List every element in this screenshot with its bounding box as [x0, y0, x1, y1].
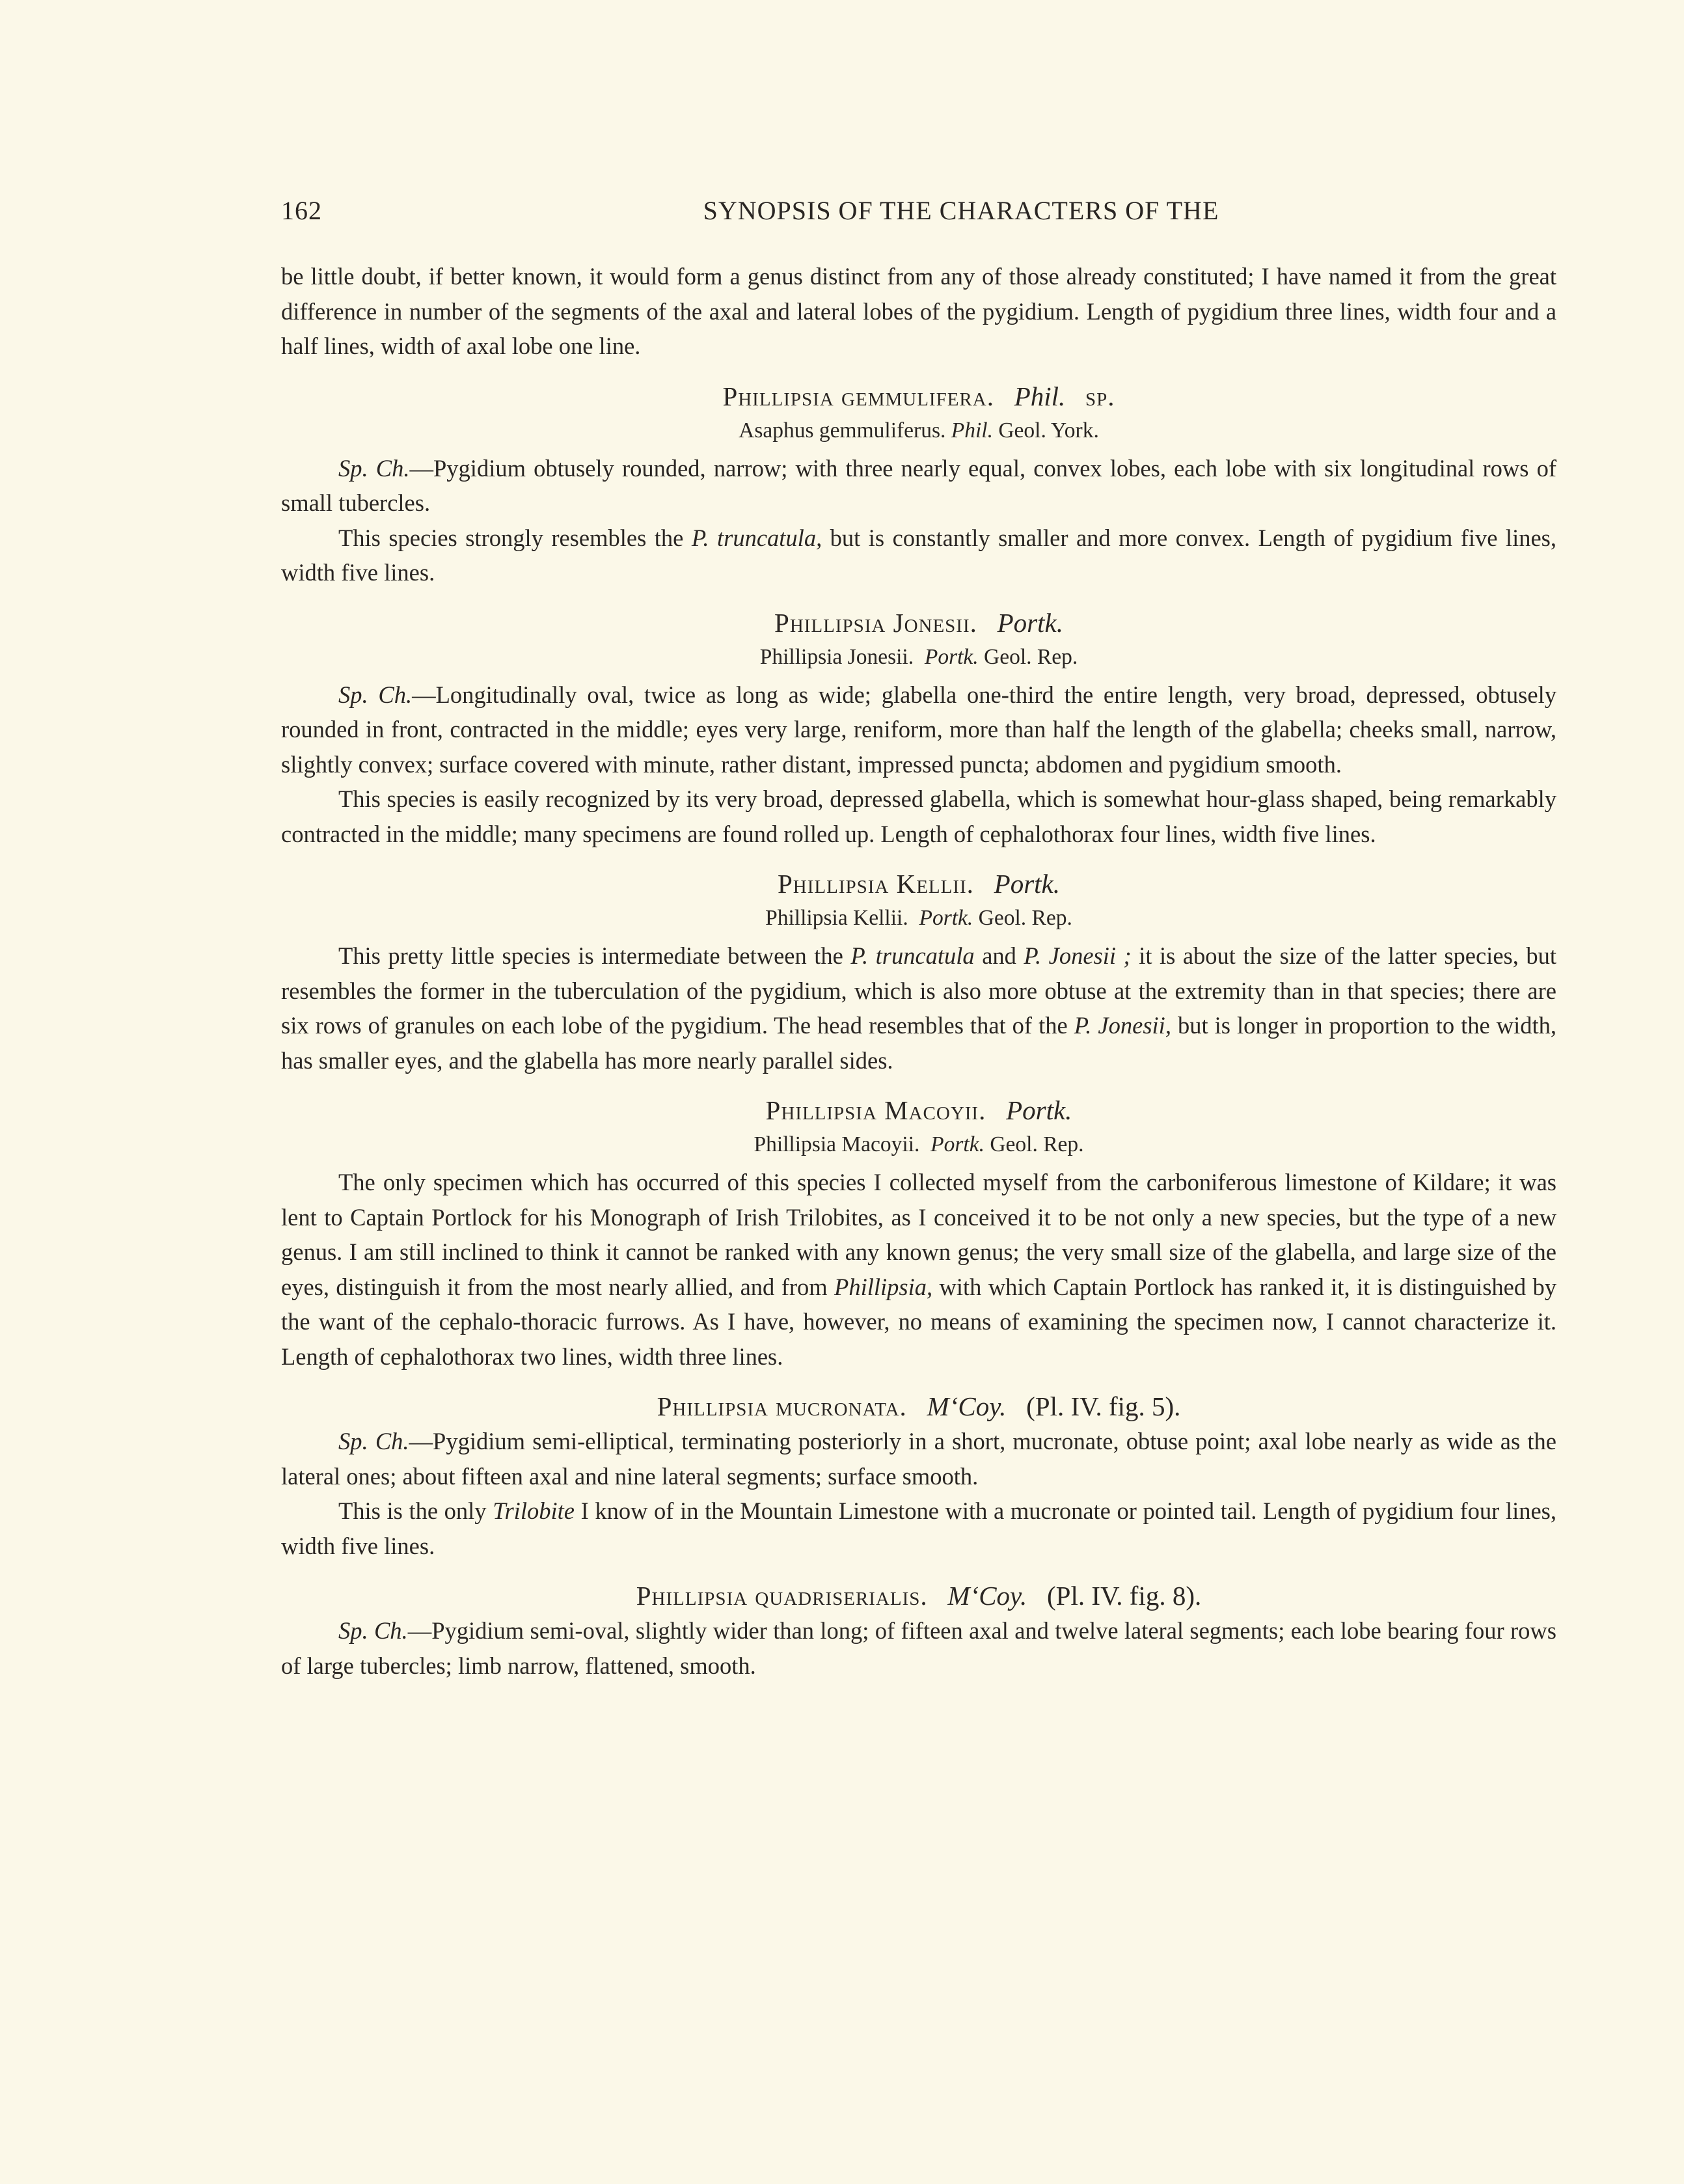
remarks-text: but is longer in proportion to the width, has smaller eyes, and the glabella has more nearly parallel sides. — [281, 1012, 1557, 1074]
synonym-macoyii — [281, 1128, 1556, 1161]
plate-reference: (Pl. IV. fig. 8). — [1046, 1581, 1202, 1611]
species-heading-jonesii — [281, 606, 1556, 640]
characters-gemmulifera — [281, 451, 1556, 521]
running-title: SYNOPSIS OF THE CHARACTERS OF THE — [703, 196, 1219, 225]
remarks-italic: P. truncatula, — [691, 524, 822, 551]
remarks-mucronata — [281, 1494, 1556, 1563]
remarks-italic: P. truncatula — [850, 942, 975, 969]
species-author: M‘Coy. — [947, 1581, 1027, 1611]
body-text — [281, 259, 1556, 1683]
synonym-name: Phillipsia Macoyii. — [754, 1132, 920, 1156]
remarks-italic: Phillipsia, — [834, 1273, 933, 1300]
species-suffix: sp. — [1085, 381, 1115, 411]
remarks-text: and — [974, 942, 1024, 969]
page-number: 162 — [281, 196, 322, 225]
intro-paragraph: be little doubt, if better known, it would form a genus distinct from any of those already constituted; I have named it from the great difference in number of the segments of the axal and lateral lobes of the pygidium. Length of pygidium three lines, width four and a half lines, width of axal lobe one line. — [281, 263, 1556, 359]
synonym-reference: Geol. York. — [998, 418, 1099, 443]
remarks-text: it is about the size of the latter species, but resembles the former in the tuberculation of the pygidium, which is also more obtuse at the extremity than in that species; there are six rows of granules on each lobe of the pygidium. The head resembles that of the — [281, 942, 1557, 1039]
remarks-text: with which Captain Portlock has ranked it, it is distinguished by the want of the cephalo-thoracic furrows. As I have, however, no means of examining the specimen now, I cannot characterize it. Length of cephalothorax two lines, width three lines. — [281, 1273, 1556, 1370]
species-author: Portk. — [997, 607, 1063, 638]
remarks-kellii — [281, 938, 1556, 1078]
remarks-jonesii: This species is easily recognized by its very broad, depressed glabella, which is somewhat hour-glass shaped, being remarkably contracted in the middle; many specimens are found rolled up. Length of cephalothorax four lines, width five lines. — [281, 785, 1556, 847]
sp-ch-label: Sp. Ch. — [338, 1617, 408, 1644]
species-name: Phillipsia Kellii. — [777, 869, 974, 899]
remarks-gemmulifera — [281, 521, 1556, 590]
synonym-reference: Geol. Rep. — [990, 1132, 1084, 1156]
species-author: M‘Coy. — [927, 1391, 1007, 1421]
characters-quadriserialis — [281, 1613, 1556, 1683]
synonym-author: Phil. — [951, 418, 993, 443]
synonym-kellii — [281, 901, 1556, 935]
characters-jonesii — [281, 677, 1556, 782]
species-heading-mucronata — [281, 1389, 1556, 1424]
synonym-author: Portk. — [919, 906, 973, 930]
species-name: Phillipsia quadriserialis. — [636, 1581, 928, 1611]
remarks-text: but is constantly smaller and more convex. Length of pygidium five lines, width five lines. — [281, 524, 1556, 586]
synonym-reference: Geol. Rep. — [978, 906, 1072, 930]
species-author: Portk. — [1006, 1095, 1072, 1125]
species-heading-quadriserialis — [281, 1579, 1556, 1613]
species-heading-gemmulifera — [281, 379, 1556, 414]
remarks-text: The only specimen which has occurred of this species I collected myself from the carboniferous limestone of Kildare; it was lent to Captain Portlock for his Monograph of Irish Trilobites, as I conceived it to be not only a new species, but the type of a new genus. I am still inclined to think it cannot be ranked with any known genus; the very small size of the glabella, and large size of the eyes, distinguish it from the most nearly allied, and from — [281, 1169, 1556, 1300]
species-author: Phil. — [1014, 381, 1066, 411]
synonym-author: Portk. — [930, 1132, 985, 1156]
species-name: Phillipsia Jonesii. — [774, 607, 977, 638]
remarks-text: This species strongly resembles the — [338, 524, 692, 551]
remarks-italic: P. Jonesii ; — [1024, 942, 1132, 969]
synonym-author: Portk. — [924, 644, 979, 669]
sp-ch-label: Sp. Ch. — [338, 1428, 409, 1454]
species-name: Phillipsia Macoyii. — [765, 1095, 986, 1125]
remarks-text: I know of in the Mountain Limestone with a mucronate or pointed tail. Length of pygidium four lines, width five lines. — [281, 1497, 1557, 1559]
synonym-reference: Geol. Rep. — [984, 644, 1078, 669]
synonym-gemmulifera — [281, 414, 1556, 447]
remarks-text: This pretty little species is intermediate between the — [338, 942, 851, 969]
synonym-jonesii — [281, 640, 1556, 674]
characters-text: —Pygidium semi-oval, slightly wider than long; of fifteen axal and twelve lateral segments; each lobe bearing four rows of large tubercles; limb narrow, flattened, smooth. — [281, 1617, 1556, 1679]
sp-ch-label: Sp. Ch. — [338, 681, 413, 708]
remarks-text: This is the only — [338, 1497, 493, 1524]
plate-reference: (Pl. IV. fig. 5). — [1026, 1391, 1181, 1421]
species-heading-kellii — [281, 867, 1556, 901]
characters-text: —Pygidium semi-elliptical, terminating posteriorly in a short, mucronate, obtuse point; axal lobe nearly as wide as the lateral ones; about fifteen axal and nine lateral segments; surface smooth. — [281, 1428, 1556, 1490]
synonym-name: Phillipsia Kellii. — [765, 906, 908, 930]
species-name: Phillipsia gemmulifera. — [722, 381, 994, 411]
remarks-italic: P. Jonesii, — [1074, 1012, 1171, 1039]
species-heading-macoyii — [281, 1093, 1556, 1128]
synonym-name: Asaphus gemmuliferus. — [739, 418, 946, 443]
characters-mucronata — [281, 1424, 1556, 1494]
remarks-macoyii — [281, 1165, 1556, 1374]
species-name: Phillipsia mucronata. — [657, 1391, 907, 1421]
remarks-italic: Trilobite — [493, 1497, 575, 1524]
running-head — [281, 195, 1556, 228]
synonym-name: Phillipsia Jonesii. — [759, 644, 914, 669]
characters-text: —Longitudinally oval, twice as long as wide; glabella one-third the entire length, very broad, depressed, obtusely rounded in front, contracted in the middle; eyes very large, reniform, more than half the length of the glabella; cheeks small, narrow, slightly convex; surface covered with minute, rather distant, impressed puncta; abdomen and pygidium smooth. — [281, 681, 1556, 778]
characters-text: —Pygidium obtusely rounded, narrow; with three nearly equal, convex lobes, each lobe with six longitudinal rows of small tubercles. — [281, 454, 1556, 516]
sp-ch-label: Sp. Ch. — [338, 454, 410, 482]
species-author: Portk. — [994, 869, 1060, 899]
